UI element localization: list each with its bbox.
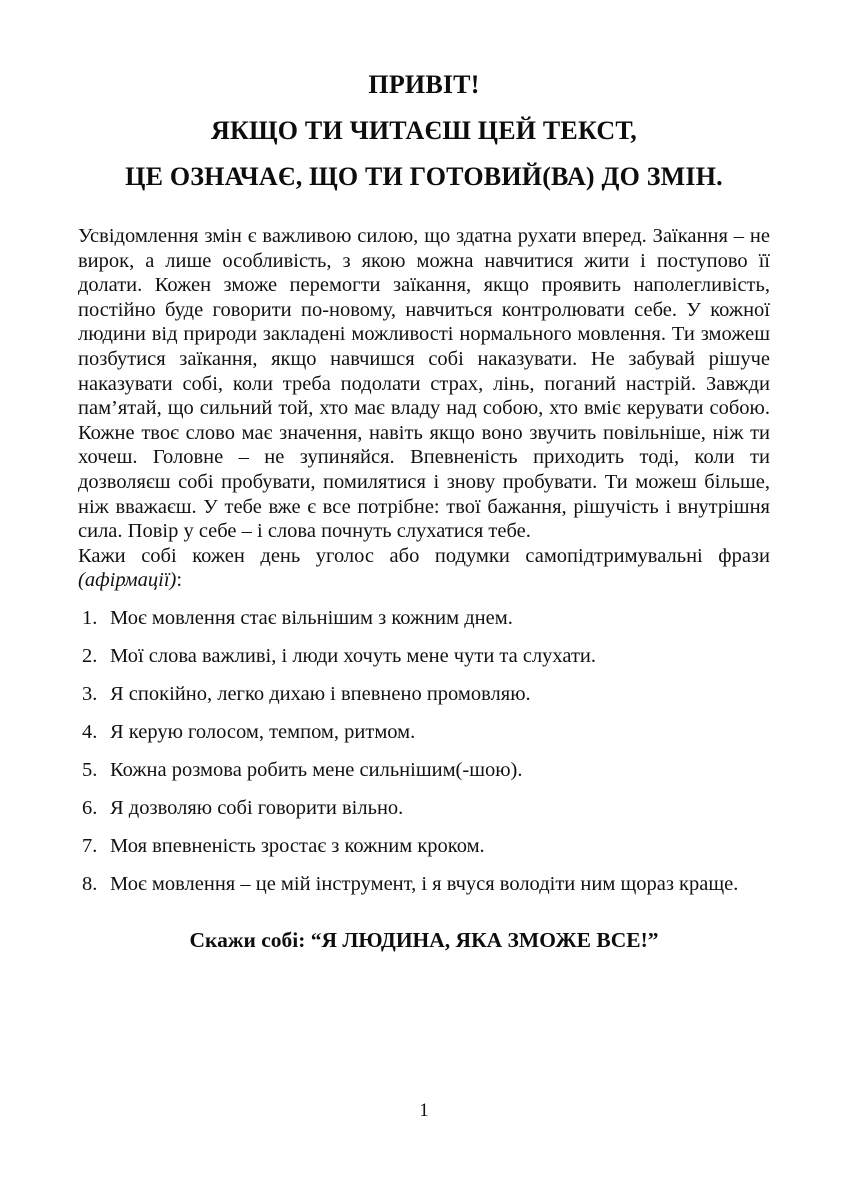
list-item-text: Моя впевненість зростає з кожним кроком. [110,834,485,857]
list-item [78,720,770,745]
list-item-text: Моє мовлення – це мій інструмент, і я вчуся володіти ним щораз краще. [110,872,739,895]
list-item-number: 7. [82,834,98,857]
list-item-number: 4. [82,720,98,743]
list-item [78,644,770,669]
list-item [78,872,770,897]
list-item-text: Я керую голосом, темпом, ритмом. [110,720,416,743]
affirmations-intro [78,544,770,593]
list-item-text: Мої слова важливі, і люди хочуть мене чути та слухати. [110,644,597,667]
page-title: ПРИВІТ! [368,70,480,99]
list-item-number: 6. [82,796,98,819]
subtitle-line-2: ЦЕ ОЗНАЧАЄ, ЩО ТИ ГОТОВИЙ(ВА) ДО ЗМІН. [125,162,723,191]
affirmations-intro-italic: (афірмації) [78,569,177,592]
list-item-text: Я дозволяю собі говорити вільно. [110,796,404,819]
list-item [78,758,770,783]
page-number: 1 [419,1100,429,1121]
list-item-number: 5. [82,758,98,781]
intro-paragraph: Усвідомлення змін є важливою силою, що здатна рухати вперед. Заїкання – не вирок, а лише особливість, з якою можна навчитися жити і поступово її долати. Кожен зможе перемогти заїкання, якщо проявить наполегливість, постійно буде говорити по-новому, навчиться контролювати себе. У кожної людини від природи закладені можливості нормального мовлення. Ти зможеш позбутися заїкання, якщо навчишся собі наказувати. Не забувай рішуче наказувати собі, коли треба подолати страх, лінь, поганий настрій. Завжди пам’ятай, що сильний той, хто має владу над собою, хто вміє керувати собою. Кожне твоє слово має значення, навіть якщо воно звучить повільніше, ніж ти хочеш. Головне – не зупиняйся. Впевненість приходить тоді, коли ти дозволяєш собі пробувати, помилятися і знову пробувати. Ти можеш більше, ніж вважаєш. У тебе вже є все потрібне: твої бажання, рішучість і внутрішня сила. Повір у себе – і слова почнуть слухатися тебе. [78,225,770,543]
list-item-number: 8. [82,872,98,895]
list-item [78,606,770,631]
list-item-text: Кожна розмова робить мене сильнішим(-шою). [110,758,523,781]
list-item-text: Моє мовлення стає вільнішим з кожним днем. [110,606,513,629]
affirmations-list [78,606,770,897]
subtitle-line-1: ЯКЩО ТИ ЧИТАЄШ ЦЕЙ ТЕКСТ, [211,116,637,145]
list-item [78,682,770,707]
list-item-text: Я спокійно, легко дихаю і впевнено промовляю. [110,682,531,705]
affirmations-intro-colon: : [176,569,183,592]
document-headings [78,70,770,192]
list-item [78,834,770,859]
affirmations-intro-text: Кажи собі кожен день уголос або подумки самопідтримувальні фрази [78,544,770,567]
list-item-number: 3. [82,682,98,705]
list-item-number: 1. [82,606,98,629]
closing-statement: Скажи собі: “Я ЛЮДИНА, ЯКА ЗМОЖЕ ВСЕ!” [189,927,659,952]
list-item [78,796,770,821]
list-item-number: 2. [82,644,98,667]
